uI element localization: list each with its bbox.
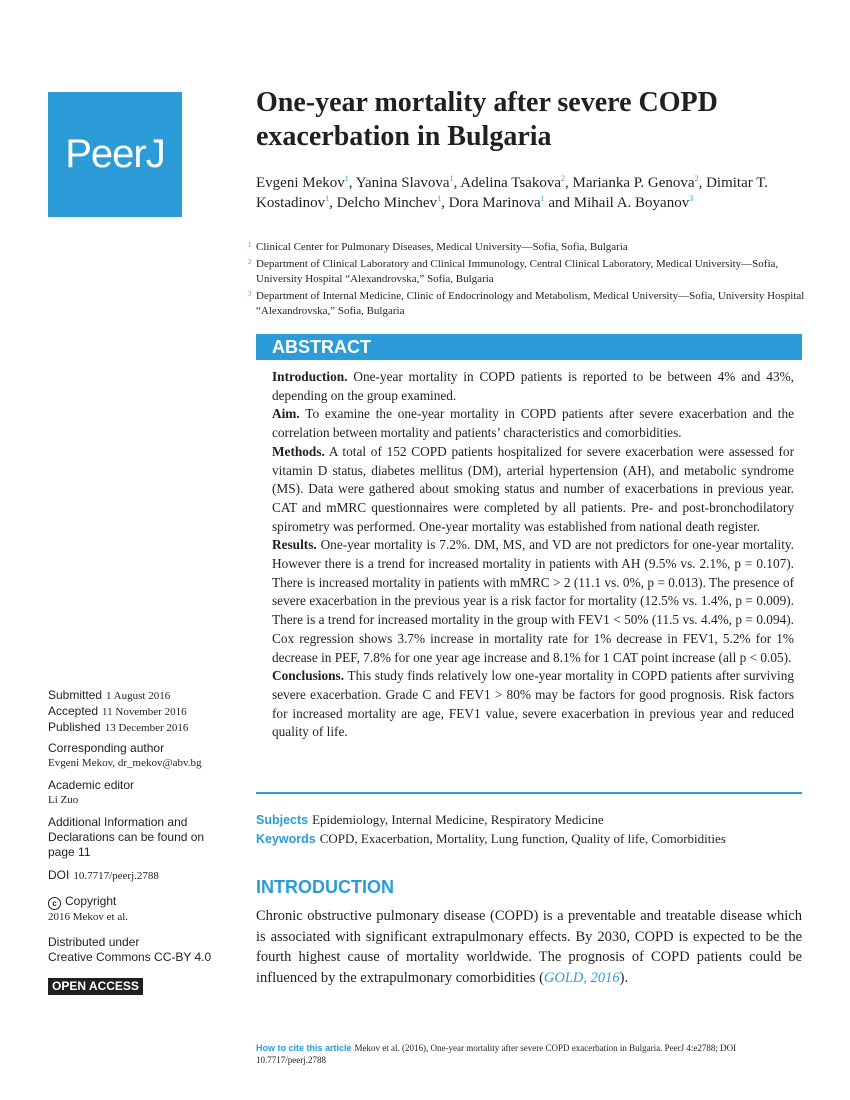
abstract-methods: Methods. A total of 152 COPD patients hospitalized for severe exacerbation were assessed for vitamin D status, diabetes mellitus (DM), arterial hypertension (AH), and metabolic syndrome (MS). Data were gathered about smoking status and number of exacerbations in previous year. CAT and mMRC questionnaires were completed by all patients. Pre- and post-bronchodilatory spirometry was performed. One-year mortality was established from national death register. [272,443,794,534]
introduction-text: Chronic obstructive pulmonary disease (COPD) is a preventable and treatable disease which is associated with significant extrapulmonary effects. By 2030, COPD is expected to be the fourth highest cause of mortality worldwide. The prognosis of COPD patients could be influenced by the extrapulmonary comorbidities (GOLD, 2016). [256,908,802,986]
submission-dates: Submitted 1 August 2016 Accepted 11 November 2016 Published 13 December 2016 [48,688,189,734]
introduction-heading: INTRODUCTION [256,877,394,897]
license-link[interactable]: Creative Commons CC-BY 4.0 [48,950,212,964]
abstract-results: Results. One-year mortality is 7.2%. DM, MS, and VD are not predictors for one-year mortality. However there is a trend for increased mortality in patients with AH (9.5% vs. 2.1%, p = 0.107). There is increased mortality in patients with mMRC > 2 (11.1 vs. 0%, p = 0.013). The presence of severe exacerbation in the previous year is a risk factor for mortality (12.5% vs. 1.4%, p = 0.009). There is a trend for increased mortality in the group with FEV1 < 50% (11.5 vs. 4.4%, p = 0.094). Cox regression shows 3.7% increase in mortality rate for 1% decrease in FEV1, 5.2% for 1% decrease in PEF, 7.8% for one year age increase and 8.1% for 1 CAT point increase (all p < 0.05). [272,537,794,665]
affiliation: 1 Clinical Center for Pulmonary Diseases, Medical University—Sofia, Sofia, Bulgaria [248,241,628,253]
abstract-introduction: Introduction. One-year mortality in COPD patients is reported to be between 4% and 43%, depending on the group examined. [272,369,794,403]
author[interactable]: Dimitar T. Kostadinov$^1$ [256,175,768,211]
author[interactable]: Dora Marinova$^1$ [448,194,545,211]
author[interactable]: Marianka P. Genova$^2$ [572,174,699,191]
citation-link[interactable]: GOLD, 2016 [543,969,620,986]
academic-editor: Academic editor Li Zuo [48,778,135,806]
copyright-icon: c [48,897,61,910]
how-to-cite: How to cite this article Mekov et al. (2016), One-year mortality after severe COPD exacerbation in Bulgaria. PeerJ 4:e2788; DOI 10.7717/peerj.2788 [256,1043,737,1065]
author[interactable]: Mihail A. Boyanov$^3$ [573,194,694,211]
author[interactable]: Yanina Slavova$^1$ [355,174,454,191]
doi: DOI 10.7717/peerj.2788 [48,868,159,882]
abstract-body [256,360,802,742]
affiliations [248,240,808,321]
author[interactable]: Delcho Minchev$^1$ [336,194,442,211]
corresponding-author: Corresponding author Evgeni Mekov, dr_mekov@abv.bg [48,741,238,771]
peerj-logo: PeerJ [48,92,182,217]
subjects: Subjects Epidemiology, Internal Medicine, Respiratory Medicine [256,812,604,827]
keywords: Keywords COPD, Exacerbation, Mortality, Lung function, Quality of life, Comorbidities [256,831,726,846]
abstract-heading: ABSTRACT [256,334,802,360]
license: Distributed under Creative Commons CC-BY 4.0 [48,935,238,965]
open-access-badge: OPEN ACCESS [48,978,143,995]
abstract-aim: Aim. To examine the one-year mortality in COPD patients after severe exacerbation and the correlation between mortality and patients’ characteristics and comorbidities. [272,406,794,441]
copyright: c Copyright 2016 Mekov et al. [48,894,129,923]
abstract-conclusions: Conclusions. This study finds relatively low one-year mortality in COPD patients after surviving severe exacerbation. Grade C and FEV1 > 80% may be factors for good prognosis. Risk factors for increased mortality are age, FEV1 value, severe exacerbation in previous year and reduced quality of life. [272,668,794,740]
affiliation: 3 Department of Internal Medicine, Clinic of Endocrinology and Metabolism, Medical University—Sofia, University Hospital “Alexandrovska,” Sofia, Bulgaria [248,290,805,317]
affiliation: 2 Department of Clinical Laboratory and Clinical Immunology, Central Clinical Laboratory, Medical University—Sofia, University Hospital “Alexandrovska,” Sofia, Bulgaria [248,258,779,285]
author[interactable]: Evgeni Mekov$^1$ [256,174,349,191]
corresponding-email[interactable]: Evgeni Mekov, dr_mekov@abv.bg [48,757,202,769]
author-list: Evgeni Mekov$^1$, Yanina Slavova$^1$, Adelina Tsakova$^2$, Marianka P. Genova$^2$, Dimitar T. Kostadinov$^1$, Delcho Minchev$^1$, Dora Marinova$^1$ and Mihail A. Boyanov$^3$ [256,174,768,211]
article-title: One-year mortality after severe COPD exacerbation in Bulgaria [256,87,718,152]
abstract-box [256,334,802,794]
additional-info[interactable]: Additional Information and Declarations can be found on page 11 [48,815,205,859]
author[interactable]: Adelina Tsakova$^2$ [460,174,565,191]
doi-link[interactable]: 10.7717/peerj.2788 [73,870,159,882]
